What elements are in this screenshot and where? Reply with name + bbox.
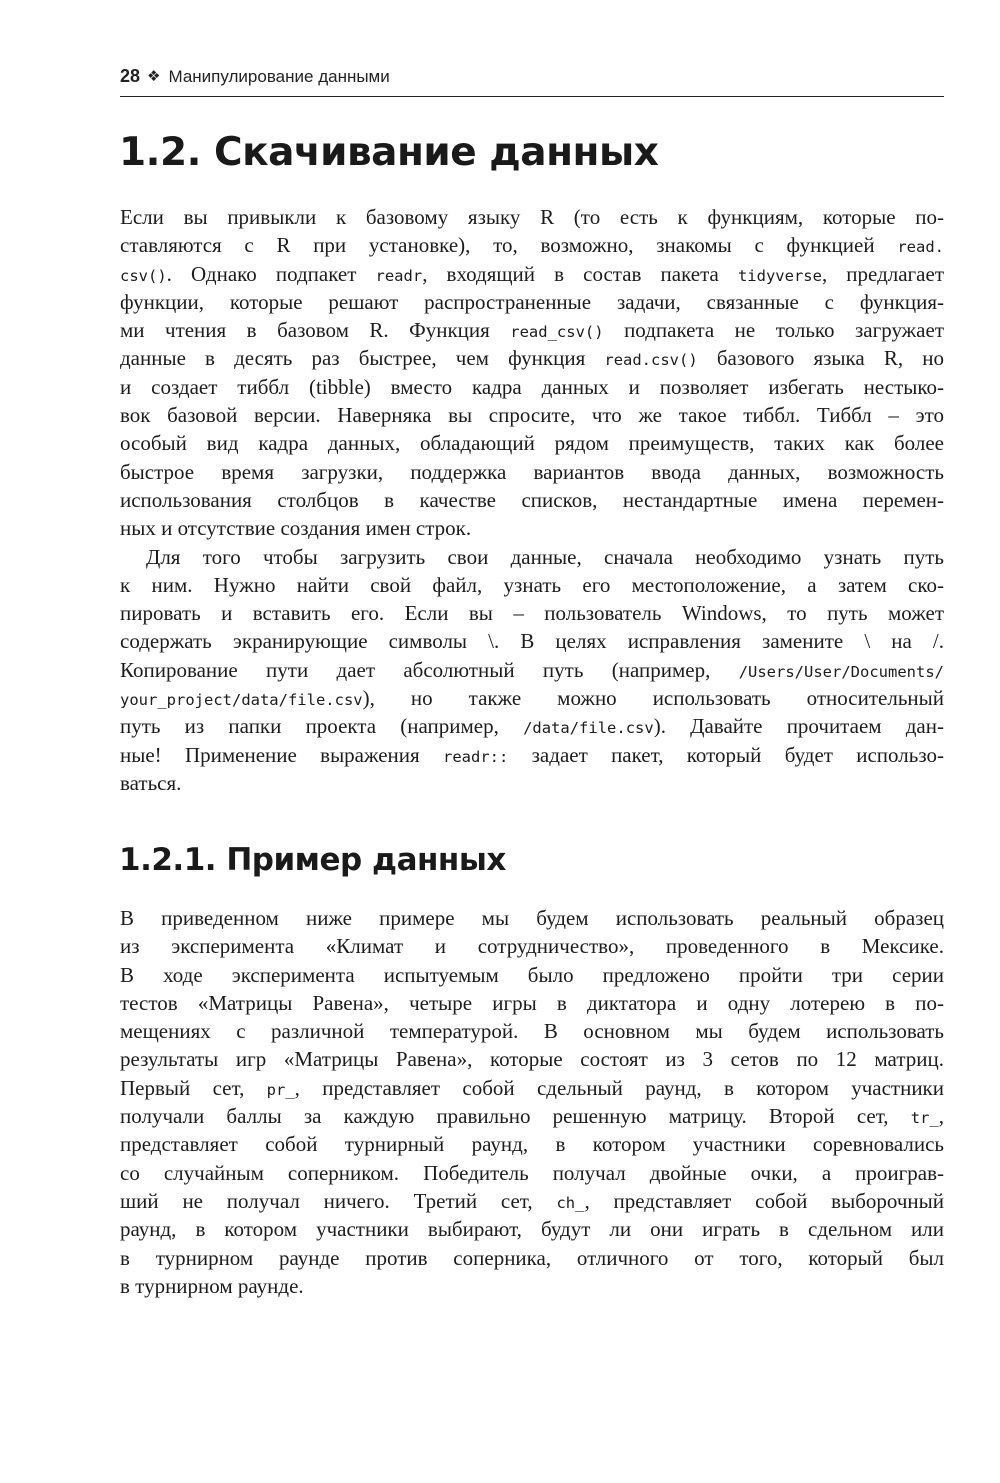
text-line (120, 769, 944, 797)
text-line (120, 1045, 944, 1073)
text-line (120, 904, 944, 932)
text-line (120, 401, 944, 429)
running-head (120, 66, 944, 97)
text-run: Первый сет, (120, 1075, 267, 1100)
text-run: из эксперимента «Климат и сотрудничество», проведенного в Мексике. (120, 934, 944, 959)
inline-code: /Users/User/Documents/ (738, 662, 944, 681)
text-run: , (938, 1104, 944, 1129)
inline-code: csv() (120, 266, 167, 285)
text-line (120, 1272, 944, 1300)
text-run: Если вы привыкли к базовому языку R (то есть к функциям, которые по- (120, 205, 944, 229)
text-line (120, 961, 944, 989)
text-run: базового языка R, но (697, 346, 944, 371)
text-run: ных и отсутствие создания имен строк. (120, 516, 472, 541)
text-run: в турнирном раунде. (120, 1273, 304, 1298)
text-line (120, 203, 944, 231)
inline-code: tidyverse (737, 266, 822, 285)
text-line (120, 458, 944, 486)
text-line (120, 684, 944, 712)
text-run: к ним. Нужно найти свой файл, узнать его местоположение, а затем ско- (120, 572, 944, 597)
inline-code: read. (897, 238, 944, 257)
text-run: и создает тиббл (tibble) вместо кадра данных и позволяет избегать нестыко- (120, 374, 944, 399)
section-heading: 1.2. Скачивание данных (119, 130, 659, 175)
text-run: использования столбцов в качестве списков, нестандартные имена перемен- (120, 487, 944, 512)
text-line (120, 316, 944, 344)
text-run: данные в десять раз быстрее, чем функция (120, 346, 605, 371)
diamond-ornament-icon: ❖ (147, 68, 161, 85)
text-run: В ходе эксперимента испытуемым было предложено пройти три серии (120, 962, 944, 987)
text-line (120, 656, 944, 684)
text-line (120, 741, 944, 769)
text-line (120, 932, 944, 960)
text-run: функции, которые решают распространенные задачи, связанные с функция- (120, 289, 944, 314)
text-run: Копирование пути дает абсолютный путь (например, (120, 657, 739, 682)
text-run: , входящий в состав пакета (422, 261, 738, 286)
text-run: особый вид кадра данных, обладающий рядом преимуществ, таких как более (120, 431, 944, 456)
paragraph (120, 904, 944, 1300)
text-run: , предлагает (821, 261, 944, 286)
text-run: тестов «Матрицы Равена», четыре игры в диктатора и одну лотерею в по- (120, 990, 944, 1015)
text-line (120, 1130, 944, 1158)
inline-code: ch_ (556, 1193, 585, 1212)
text-line (120, 486, 944, 514)
text-line (120, 231, 944, 259)
subsection-body (120, 904, 944, 1300)
inline-code: your_project/data/file.csv (120, 691, 363, 710)
text-run: со случайным соперником. Победитель получал двойные очки, а проиграв- (120, 1160, 944, 1185)
text-run: ). Давайте прочитаем дан- (653, 714, 944, 739)
paragraph (120, 203, 944, 543)
text-line (120, 1017, 944, 1045)
inline-code: read.csv() (604, 351, 698, 370)
text-run: В приведенном ниже примере мы будем использовать реальный образец (120, 906, 944, 930)
text-line (120, 599, 944, 627)
text-run: быстрое время загрузки, поддержка вариантов ввода данных, возможность (120, 459, 944, 484)
text-run: пировать и вставить его. Если вы – пользователь Windows, то путь может (120, 601, 944, 626)
text-run: Для того чтобы загрузить свои данные, сначала необходимо узнать путь (146, 544, 944, 569)
text-line (120, 1244, 944, 1272)
chapter-title: Манипулирование данными (168, 67, 390, 86)
text-run: в турнирном раунде против соперника, отличного от того, который был (120, 1245, 944, 1270)
text-line (120, 288, 944, 316)
subsection-paragraphs (120, 904, 944, 1300)
page-number: 28 (120, 66, 141, 86)
text-line (120, 260, 944, 288)
text-line (120, 514, 944, 542)
text-line (120, 1102, 944, 1130)
inline-code: pr_ (266, 1080, 295, 1099)
inline-code: /data/file.csv (523, 719, 654, 738)
subsection-heading: 1.2.1. Пример данных (119, 842, 506, 878)
text-run: ваться. (120, 770, 182, 795)
inline-code: readr:: (443, 747, 509, 766)
text-line (120, 1215, 944, 1243)
section-paragraphs (120, 203, 944, 797)
text-run: подпакета не только загружает (603, 318, 945, 343)
text-run: представляет собой турнирный раунд, в котором участники соревновались (120, 1132, 944, 1157)
text-line (120, 1187, 944, 1215)
text-line (120, 1159, 944, 1187)
inline-code: tr_ (910, 1109, 939, 1128)
text-line (120, 344, 944, 372)
paragraph (120, 543, 944, 798)
text-line (120, 1074, 944, 1102)
text-run: результаты игр «Матрицы Равена», которые состоят из 3 сетов по 12 матриц. (120, 1047, 944, 1072)
text-run: задает пакет, который будет использо- (508, 742, 944, 767)
text-line (120, 989, 944, 1017)
section-body (120, 203, 944, 797)
text-run: путь из папки проекта (например, (120, 714, 524, 739)
text-line (120, 712, 944, 740)
text-run: ), но также можно использовать относительный (362, 686, 944, 711)
text-run: ми чтения в базовом R. Функция (120, 318, 511, 343)
text-run: . Однако подпакет (166, 261, 376, 286)
text-run: ные! Применение выражения (120, 742, 443, 767)
text-line (120, 543, 944, 571)
text-line (120, 627, 944, 655)
text-run: ший не получал ничего. Третий сет, (120, 1188, 557, 1213)
text-line (120, 571, 944, 599)
text-line (120, 373, 944, 401)
text-run: раунд, в котором участники выбирают, будут ли они играть в сдельном или (120, 1217, 944, 1242)
text-run: ставляются с R при установке), то, возможно, знакомы с функцией (120, 233, 898, 258)
text-run: мещениях с различной температурой. В основном мы будем использовать (120, 1019, 944, 1044)
text-run: вок базовой версии. Наверняка вы спросите, что же такое тиббл. Тиббл – это (120, 403, 944, 428)
inline-code: readr (375, 266, 423, 285)
text-run: содержать экранирующие символы \. В целях исправления замените \ на /. (120, 629, 944, 654)
text-run: , представляет собой выборочный (584, 1188, 944, 1213)
text-run: , представляет собой сдельный раунд, в котором участники (294, 1075, 944, 1100)
inline-code: read_csv() (510, 323, 604, 342)
text-line (120, 429, 944, 457)
text-run: получали баллы за каждую правильно решенную матрицу. Второй сет, (120, 1104, 911, 1129)
